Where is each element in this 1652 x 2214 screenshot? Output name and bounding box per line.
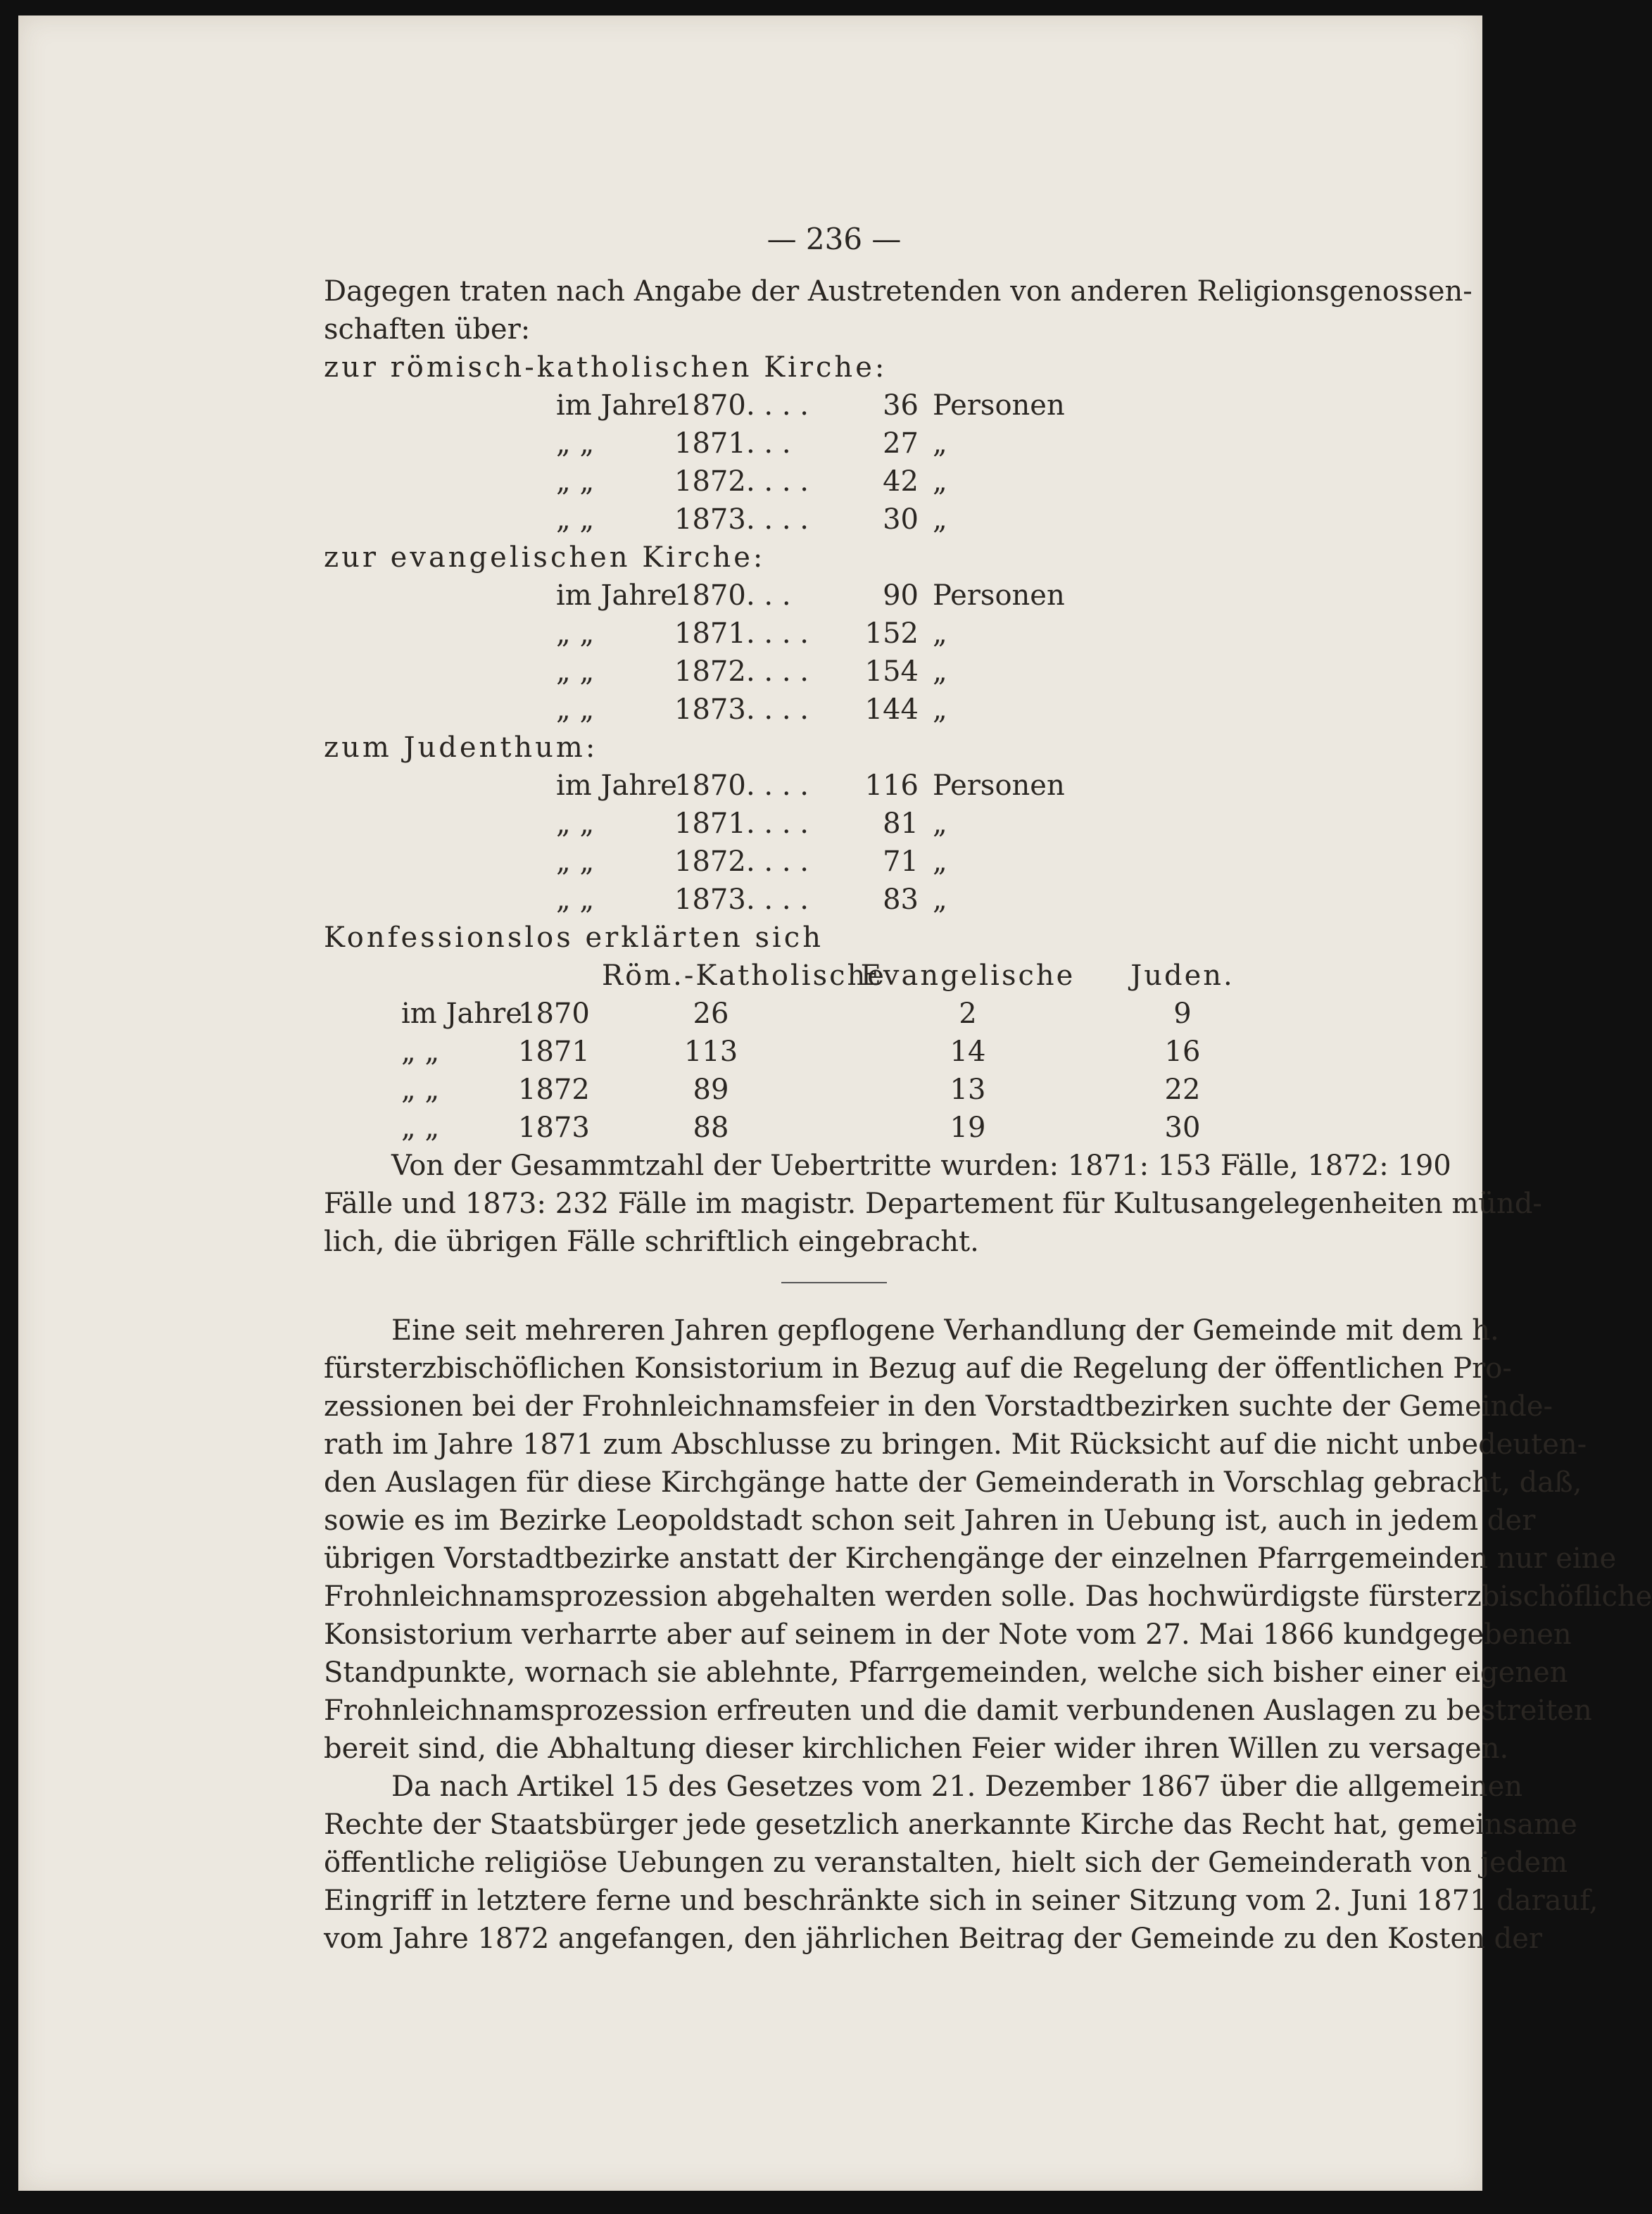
row-count: 83 bbox=[883, 883, 919, 916]
row-label: „ „ bbox=[556, 655, 595, 688]
konf-row-year: 1872 bbox=[518, 1074, 590, 1106]
row-dots: . . . . bbox=[746, 503, 809, 536]
paragraph-line: Standpunkte, wornach sie ablehnte, Pfarrgemeinden, welche sich bisher einer eigenen bbox=[324, 1656, 1568, 1689]
konf-col-header: Juden. bbox=[1130, 960, 1235, 992]
row-count: 71 bbox=[883, 845, 919, 878]
row-year: 1871 bbox=[674, 807, 746, 840]
konf-cell: 9 bbox=[1173, 998, 1192, 1030]
row-dots: . . . . bbox=[746, 617, 809, 650]
paragraph-line: rath im Jahre 1871 zum Abschlusse zu bringen. Mit Rücksicht auf die nicht unbedeuten- bbox=[324, 1428, 1587, 1461]
row-label: „ „ bbox=[556, 693, 595, 726]
paragraph-line: zessionen bei der Frohnleichnamsfeier in den Vorstadtbezirken suchte der Gemeinde- bbox=[324, 1390, 1553, 1423]
row-label: „ „ bbox=[556, 807, 595, 840]
konf-row-label: „ „ bbox=[401, 1074, 440, 1106]
row-unit: „ bbox=[933, 427, 947, 460]
year-row bbox=[324, 881, 1344, 919]
gesamt-line: Fälle und 1873: 232 Fälle im magistr. Departement für Kultusangelegenheiten münd- bbox=[324, 1188, 1542, 1220]
row-count: 152 bbox=[864, 617, 919, 650]
row-year: 1870 bbox=[674, 579, 746, 612]
konf-row-label: „ „ bbox=[401, 1036, 440, 1068]
konf-table-row bbox=[324, 1071, 1344, 1109]
row-dots: . . . bbox=[746, 579, 791, 612]
konf-cell: 16 bbox=[1164, 1036, 1201, 1068]
row-dots: . . . . bbox=[746, 769, 809, 802]
konf-cell: 30 bbox=[1164, 1112, 1201, 1144]
konf-cell: 14 bbox=[950, 1036, 986, 1068]
page-text bbox=[324, 206, 1652, 1958]
paragraph-line: übrigen Vorstadtbezirke anstatt der Kirchengänge der einzelnen Pfarrgemeinden nur eine bbox=[324, 1542, 1617, 1575]
konf-row-label: „ „ bbox=[401, 1112, 440, 1144]
row-label: „ „ bbox=[556, 845, 595, 878]
row-unit: „ bbox=[933, 617, 947, 650]
row-label: im Jahre bbox=[556, 389, 677, 422]
row-count: 81 bbox=[883, 807, 919, 840]
row-year: 1873 bbox=[674, 883, 746, 916]
row-dots: . . . . bbox=[746, 389, 809, 422]
konfessionslos-heading: Konfessionslos erklärten sich bbox=[324, 922, 824, 954]
year-row bbox=[324, 501, 1344, 539]
year-row bbox=[324, 767, 1344, 805]
konf-row-year: 1871 bbox=[518, 1036, 590, 1068]
paragraph-line: vom Jahre 1872 angefangen, den jährlichen Beitrag der Gemeinde zu den Kosten der bbox=[324, 1923, 1542, 1955]
row-unit: Personen bbox=[933, 579, 1065, 612]
row-count: 30 bbox=[883, 503, 919, 536]
document-page bbox=[18, 15, 1652, 2191]
row-dots: . . . bbox=[746, 427, 791, 460]
row-count: 90 bbox=[883, 579, 919, 612]
row-unit: „ bbox=[933, 693, 947, 726]
row-year: 1872 bbox=[674, 655, 746, 688]
paragraph-line: sowie es im Bezirke Leopoldstadt schon seit Jahren in Uebung ist, auch in jedem der bbox=[324, 1504, 1536, 1537]
row-year: 1873 bbox=[674, 503, 746, 536]
konf-cell: 26 bbox=[693, 998, 729, 1030]
paragraph-line: fürsterzbischöflichen Konsistorium in Bezug auf die Regelung der öffentlichen Pro- bbox=[324, 1352, 1512, 1385]
row-unit: „ bbox=[933, 503, 947, 536]
row-year: 1873 bbox=[674, 693, 746, 726]
row-dots: . . . . bbox=[746, 883, 809, 916]
row-dots: . . . . bbox=[746, 465, 809, 498]
paragraph-line: Frohnleichnamsprozession erfreuten und die damit verbundenen Auslagen zu bestreiten bbox=[324, 1694, 1592, 1727]
row-unit: „ bbox=[933, 465, 947, 498]
paragraph-line: öffentliche religiöse Uebungen zu veranstalten, hielt sich der Gemeinderath von jedem bbox=[324, 1847, 1568, 1879]
konf-cell: 2 bbox=[959, 998, 977, 1030]
row-year: 1870 bbox=[674, 389, 746, 422]
year-row bbox=[324, 463, 1344, 501]
row-unit: „ bbox=[933, 655, 947, 688]
paragraph-line: Eine seit mehreren Jahren gepflogene Verhandlung der Gemeinde mit dem h. bbox=[391, 1314, 1499, 1347]
konf-row-label: im Jahre bbox=[401, 998, 522, 1030]
konf-table-row bbox=[324, 995, 1344, 1033]
konf-row-year: 1873 bbox=[518, 1112, 590, 1144]
paragraph-line: den Auslagen für diese Kirchgänge hatte der Gemeinderath in Vorschlag gebracht, daß, bbox=[324, 1466, 1582, 1499]
year-row bbox=[324, 653, 1344, 691]
konf-col-header: Röm.-Katholische bbox=[602, 960, 886, 992]
paragraph-line: bereit sind, die Abhaltung dieser kirchlichen Feier wider ihren Willen zu versagen. bbox=[324, 1732, 1509, 1765]
konf-row-year: 1870 bbox=[518, 998, 590, 1030]
page-number: — 236 — bbox=[767, 222, 902, 256]
row-count: 36 bbox=[883, 389, 919, 422]
konf-cell: 113 bbox=[683, 1036, 738, 1068]
row-year: 1872 bbox=[674, 845, 746, 878]
row-label: „ „ bbox=[556, 883, 595, 916]
year-row bbox=[324, 843, 1344, 881]
row-label: im Jahre bbox=[556, 579, 677, 612]
row-year: 1871 bbox=[674, 427, 746, 460]
row-count: 42 bbox=[883, 465, 919, 498]
row-unit: Personen bbox=[933, 769, 1065, 802]
konf-cell: 89 bbox=[693, 1074, 729, 1106]
section-divider bbox=[781, 1282, 887, 1283]
row-unit: „ bbox=[933, 845, 947, 878]
row-year: 1871 bbox=[674, 617, 746, 650]
row-year: 1872 bbox=[674, 465, 746, 498]
row-dots: . . . . bbox=[746, 655, 809, 688]
row-label: „ „ bbox=[556, 617, 595, 650]
paragraph-line: Rechte der Staatsbürger jede gesetzlich anerkannte Kirche das Recht hat, gemeinsame bbox=[324, 1809, 1577, 1841]
row-dots: . . . . bbox=[746, 693, 809, 726]
gesamt-line: Von der Gesammtzahl der Uebertritte wurden: 1871: 153 Fälle, 1872: 190 bbox=[391, 1150, 1451, 1182]
row-unit: „ bbox=[933, 883, 947, 916]
konf-cell: 88 bbox=[693, 1112, 729, 1144]
konf-cell: 19 bbox=[950, 1112, 986, 1144]
row-year: 1870 bbox=[674, 769, 746, 802]
paragraph-line: Eingriff in letztere ferne und beschränkte sich in seiner Sitzung vom 2. Juni 1871 darauf, bbox=[324, 1885, 1599, 1917]
gesamt-line: lich, die übrigen Fälle schriftlich eingebracht. bbox=[324, 1226, 979, 1258]
group-heading: zur römisch-katholischen Kirche: bbox=[324, 351, 888, 384]
konf-cell: 13 bbox=[950, 1074, 986, 1106]
row-label: „ „ bbox=[556, 465, 595, 498]
year-row bbox=[324, 424, 1344, 463]
konf-table-row bbox=[324, 1033, 1344, 1071]
row-label: „ „ bbox=[556, 427, 595, 460]
intro-line: schaften über: bbox=[324, 313, 531, 346]
row-unit: „ bbox=[933, 807, 947, 840]
konf-table-row bbox=[324, 1109, 1344, 1147]
row-label: „ „ bbox=[556, 503, 595, 536]
intro-line: Dagegen traten nach Angabe der Austretenden von anderen Religionsgenossen- bbox=[324, 275, 1473, 308]
year-row bbox=[324, 386, 1344, 424]
row-dots: . . . . bbox=[746, 807, 809, 840]
group-heading: zur evangelischen Kirche: bbox=[324, 541, 766, 574]
konf-cell: 22 bbox=[1164, 1074, 1201, 1106]
konf-table-header bbox=[324, 957, 1344, 995]
year-row bbox=[324, 805, 1344, 843]
row-label: im Jahre bbox=[556, 769, 677, 802]
row-unit: Personen bbox=[933, 389, 1065, 422]
row-count: 116 bbox=[864, 769, 919, 802]
paragraph-line: Da nach Artikel 15 des Gesetzes vom 21. Dezember 1867 über die allgemeinen bbox=[391, 1770, 1523, 1803]
konf-col-header: Evangelische bbox=[860, 960, 1076, 992]
year-row bbox=[324, 615, 1344, 653]
year-row bbox=[324, 691, 1344, 729]
year-row bbox=[324, 577, 1344, 615]
row-count: 154 bbox=[864, 655, 919, 688]
row-count: 144 bbox=[864, 693, 919, 726]
group-heading: zum Judenthum: bbox=[324, 731, 598, 764]
paragraph-line: Frohnleichnamsprozession abgehalten werden solle. Das hochwürdigste fürsterzbischöfliche bbox=[324, 1580, 1652, 1613]
row-count: 27 bbox=[883, 427, 919, 460]
row-dots: . . . . bbox=[746, 845, 809, 878]
paragraph-line: Konsistorium verharrte aber auf seinem in der Note vom 27. Mai 1866 kundgegebenen bbox=[324, 1618, 1572, 1651]
